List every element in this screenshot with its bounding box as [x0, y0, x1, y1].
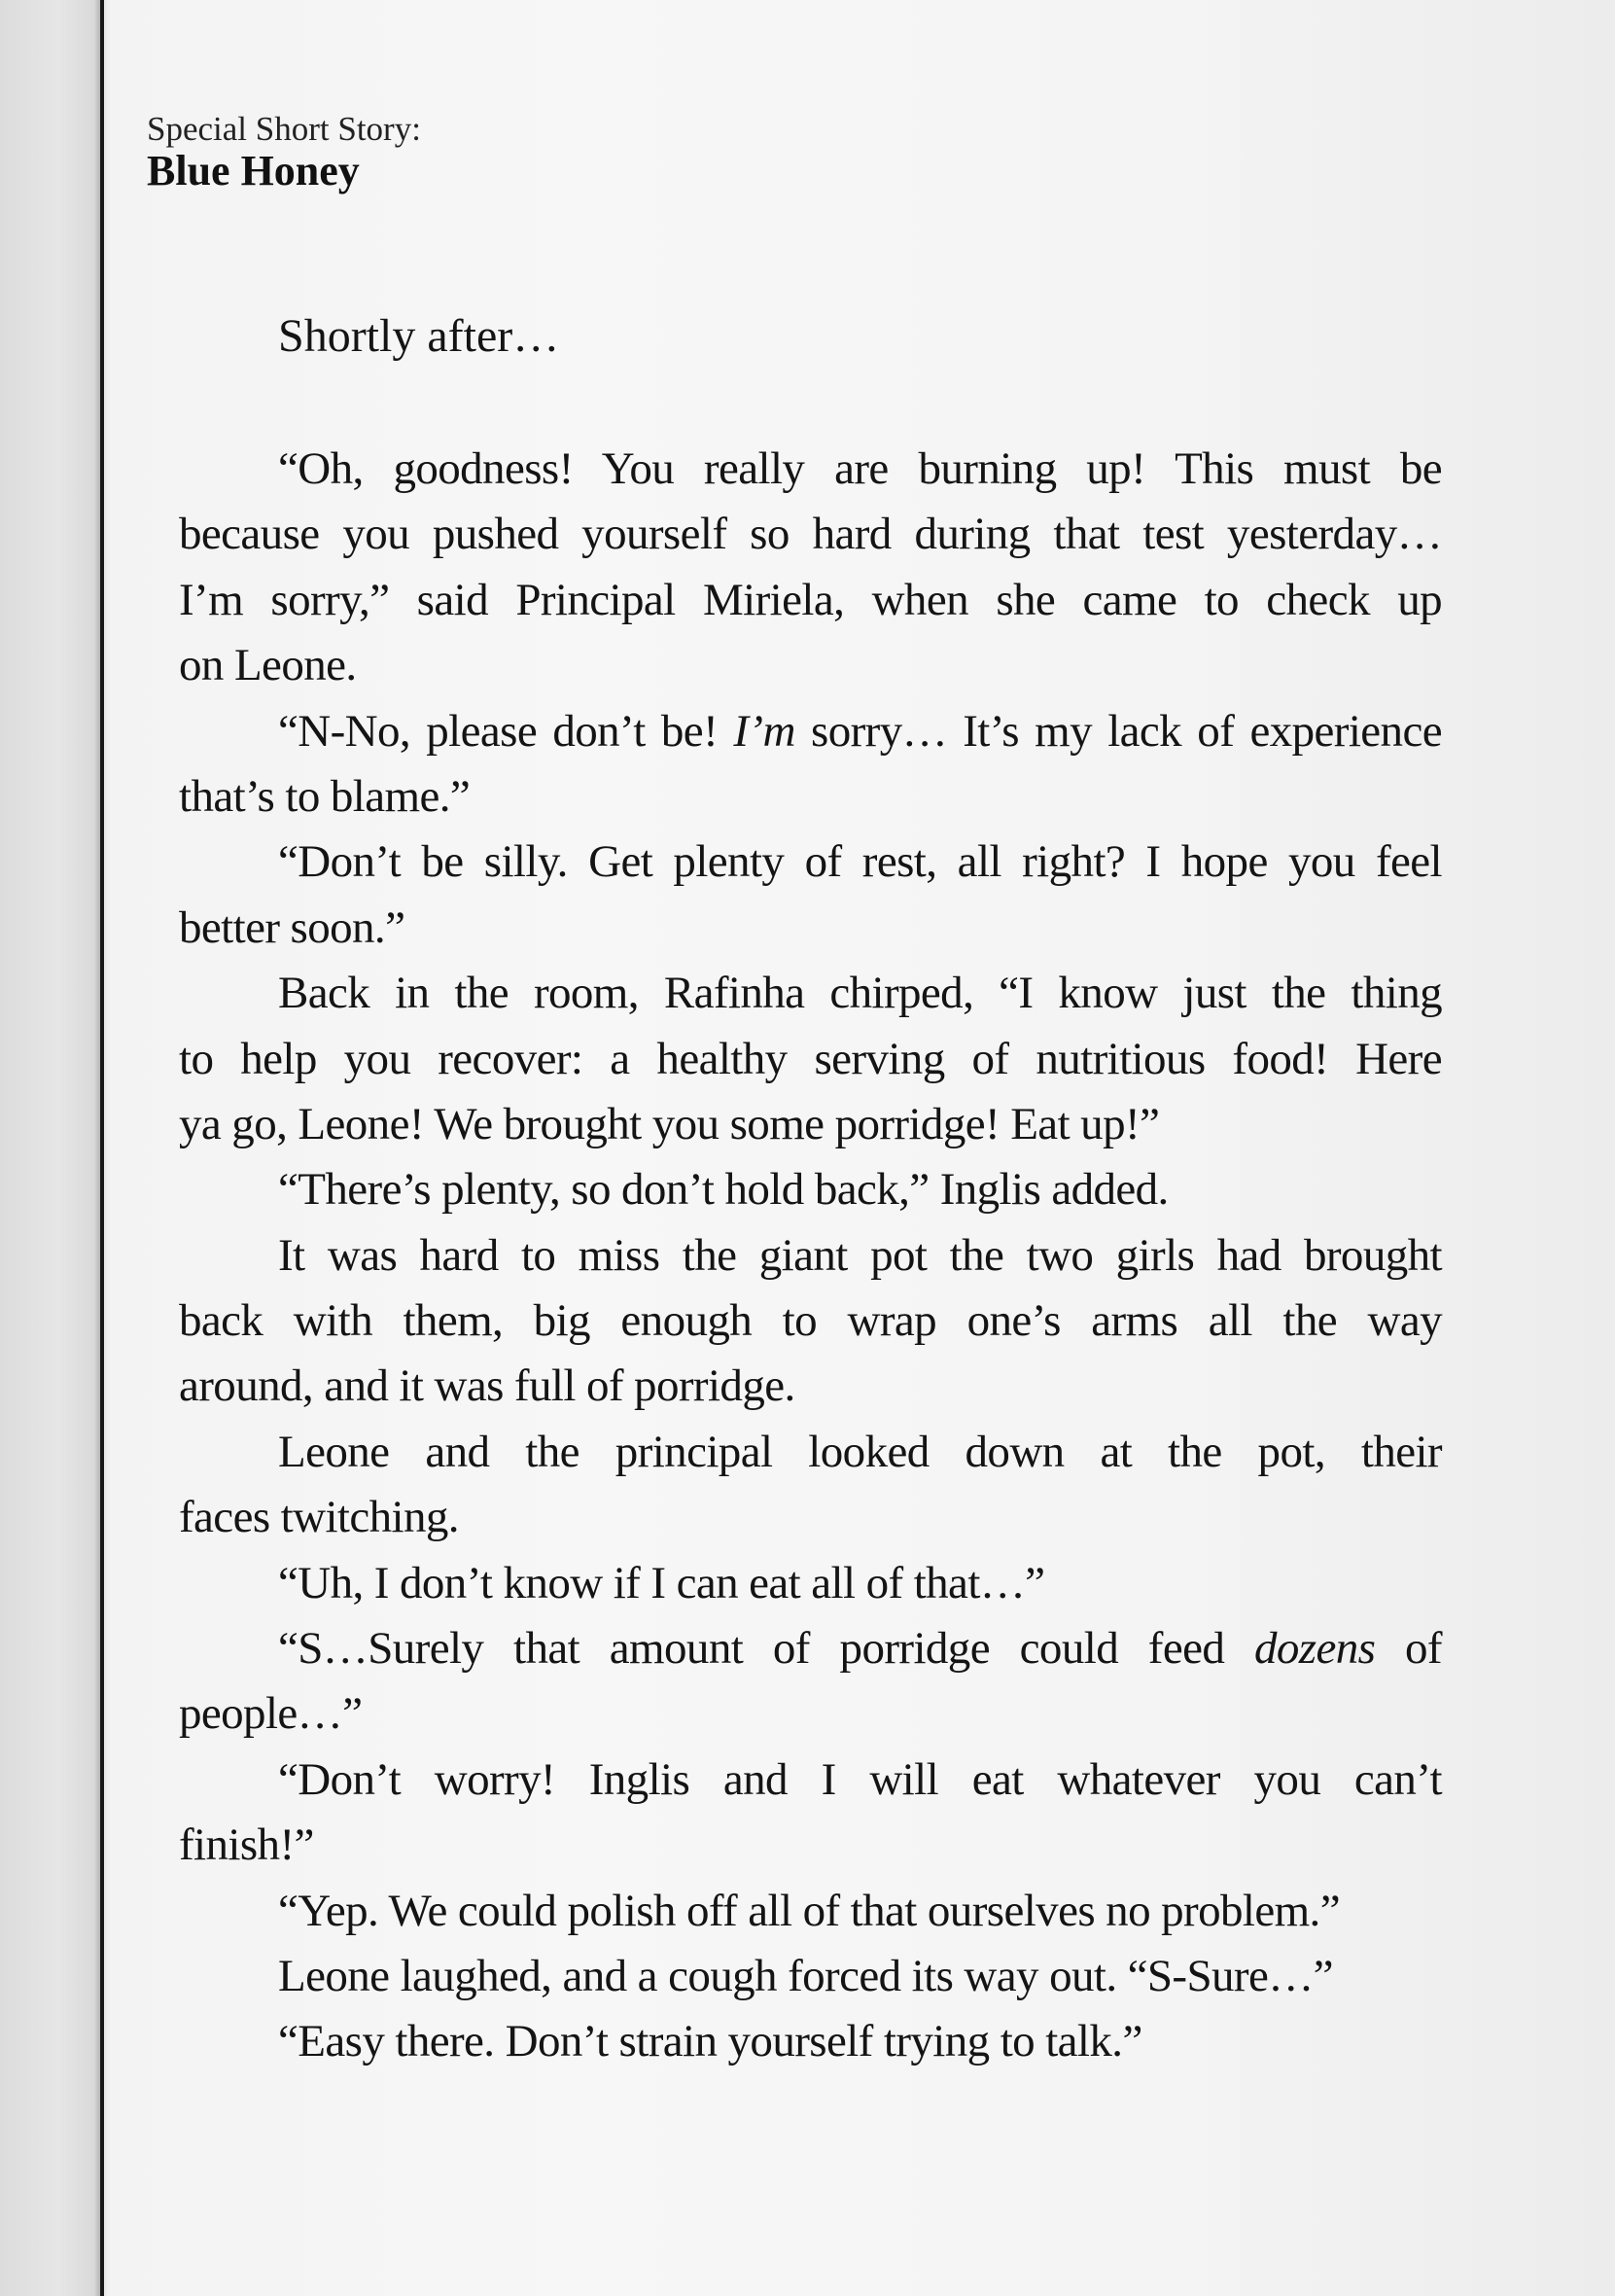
text-line	[179, 1813, 1442, 1878]
text-segment: “Don’t worry! Inglis and I will eat whatever you can’t	[278, 1753, 1442, 1805]
text-line	[179, 1485, 1442, 1550]
italic-text: dozens	[1253, 1623, 1376, 1675]
text-segment: around, and it was full of porridge.	[179, 1360, 795, 1412]
text-segment: “Easy there. Don’t strain yourself trying to talk.”	[278, 2016, 1142, 2067]
text-line	[179, 961, 1442, 1026]
text-segment: “Yep. We could polish off all of that ourselves no problem.”	[278, 1885, 1340, 1936]
text-line	[179, 1420, 1442, 1485]
text-segment: “There’s plenty, so don’t hold back,” Inglis added.	[278, 1164, 1169, 1216]
text-segment: finish!”	[179, 1819, 314, 1871]
text-segment: I’m sorry,” said Principal Miriela, when she came to check up	[179, 574, 1442, 625]
text-line	[179, 2009, 1442, 2074]
text-segment: “Oh, goodness! You really are burning up! This must be	[278, 443, 1442, 494]
text-line	[179, 1944, 1442, 2009]
text-line	[179, 633, 1442, 698]
text-segment: that’s to blame.”	[179, 770, 471, 822]
text-line	[179, 830, 1442, 895]
text-segment: “Uh, I don’t know if I can eat all of that…”	[278, 1557, 1045, 1608]
text-segment: sorry… It’s my lack of experience	[794, 705, 1442, 757]
text-line	[179, 502, 1442, 567]
text-segment: “S…Surely that amount of porridge could feed	[278, 1623, 1254, 1675]
text-segment: to help you recover: a healthy serving of nutritious food! Here	[179, 1033, 1442, 1084]
text-line	[179, 1027, 1442, 1092]
text-segment: “N-No, please don’t be!	[278, 705, 734, 757]
text-line	[179, 1551, 1442, 1616]
text-line	[179, 1879, 1442, 1944]
text-segment: because you pushed yourself so hard during that test yesterday…	[179, 509, 1442, 560]
text-line	[179, 1681, 1442, 1747]
text-line	[179, 764, 1442, 830]
story-body	[179, 437, 1442, 2075]
text-segment: Back in the room, Rafinha chirped, “I know just the thing	[278, 968, 1442, 1019]
text-segment: better soon.”	[179, 901, 405, 953]
opening-line: Shortly after…	[278, 310, 560, 362]
text-line	[179, 1092, 1442, 1157]
text-line	[179, 437, 1442, 502]
italic-text: I’m	[733, 705, 795, 757]
text-segment: Leone and the principal looked down at the pot, their	[278, 1426, 1442, 1477]
text-segment: Leone laughed, and a cough forced its way out. “S-Sure…”	[278, 1950, 1333, 2001]
text-line	[179, 896, 1442, 961]
text-segment: It was hard to miss the giant pot the two girls had brought	[278, 1229, 1442, 1281]
text-segment: ya go, Leone! We brought you some porridge! Eat up!”	[179, 1098, 1160, 1149]
story-title: Blue Honey	[147, 147, 360, 194]
text-segment: of	[1375, 1623, 1442, 1675]
text-line	[179, 1748, 1442, 1813]
text-segment: faces twitching.	[179, 1492, 459, 1543]
text-line	[179, 1223, 1442, 1289]
story-kicker: Special Short Story:	[147, 110, 421, 148]
text-segment: back with them, big enough to wrap one’s arms all the way	[179, 1295, 1442, 1347]
text-line	[179, 699, 1442, 764]
text-line	[179, 568, 1442, 633]
text-line	[179, 1289, 1442, 1354]
text-line	[179, 1157, 1442, 1222]
text-segment: “Don’t be silly. Get plenty of rest, all right? I hope you feel	[278, 836, 1442, 888]
text-segment: people…”	[179, 1688, 363, 1740]
text-segment: on Leone.	[179, 640, 357, 691]
text-line	[179, 1616, 1442, 1681]
page-spine-line	[100, 0, 104, 2296]
text-line	[179, 1354, 1442, 1419]
